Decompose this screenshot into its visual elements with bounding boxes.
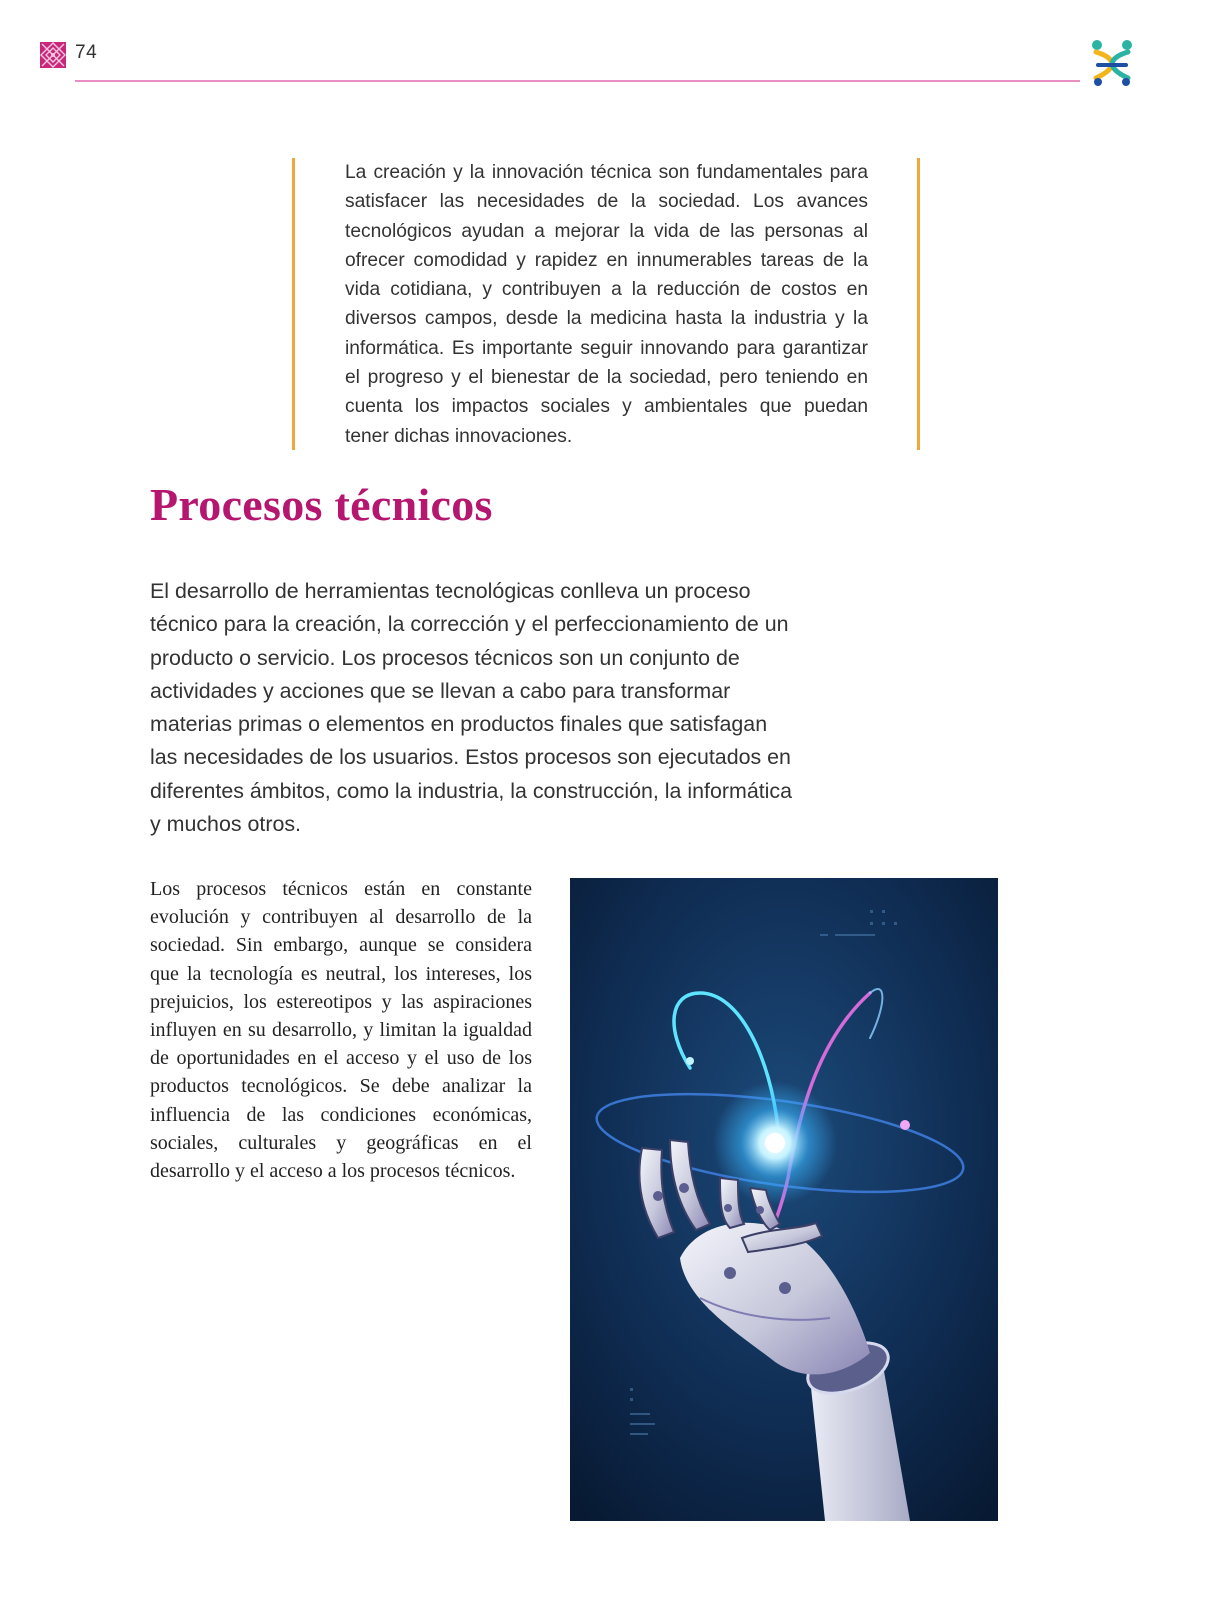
intertwined-figures-logo-icon — [1088, 38, 1136, 88]
page-number: 74 — [75, 42, 98, 63]
robotic-hand-with-glowing-atom-icon — [570, 878, 998, 1521]
callout-box — [292, 158, 920, 450]
callout-text: La creación y la innovación técnica son fundamentales para satisfacer las necesidades de la sociedad. Los avances tecnológicos ayudan a mejorar la vida de las personas al ofrecer comodidad y rapidez en innumerables tareas de la vida cotidiana, y contribuyen a la reducción de costos en diversos campos, desde la medicina hasta la industria y la informática. Es importante seguir innovando para garantizar el progreso y el bienestar de la sociedad, pero teniendo en cuenta los impactos sociales y ambientales que puedan tener dichas innovaciones. — [345, 162, 868, 447]
patterned-square-icon — [40, 42, 66, 68]
body-paragraph-2: Los procesos técnicos están en constante evolución y contribuyen al desarrollo de la sociedad. Sin embargo, aunque se considera que la tecnología es neutral, los intereses, los prejuicios, los estereotipos y las aspiraciones influyen en su desarrollo, y limitan la igualdad de oportunidades en el acceso y el uso de los productos tecnológicos. Se debe analizar la influencia de las condiciones económicas, sociales, culturales y geográficas en el desarrollo y el acceso a los procesos técnicos. — [150, 878, 532, 1183]
body-paragraph-1: El desarrollo de herramientas tecnológicas conlleva un proceso técnico para la creación, la corrección y el perfeccionamiento de un producto o servicio. Los procesos técnicos son un conjunto de actividades y acciones que se llevan a cabo para transformar materias primas o elementos en productos finales que satisfagan las necesidades de los usuarios. Estos procesos son ejecutados en diferentes ámbitos, como la industria, la construcción, la informática y muchos otros. — [150, 579, 793, 837]
section-title: Procesos técnicos — [150, 479, 493, 530]
header-rule — [75, 80, 1080, 82]
